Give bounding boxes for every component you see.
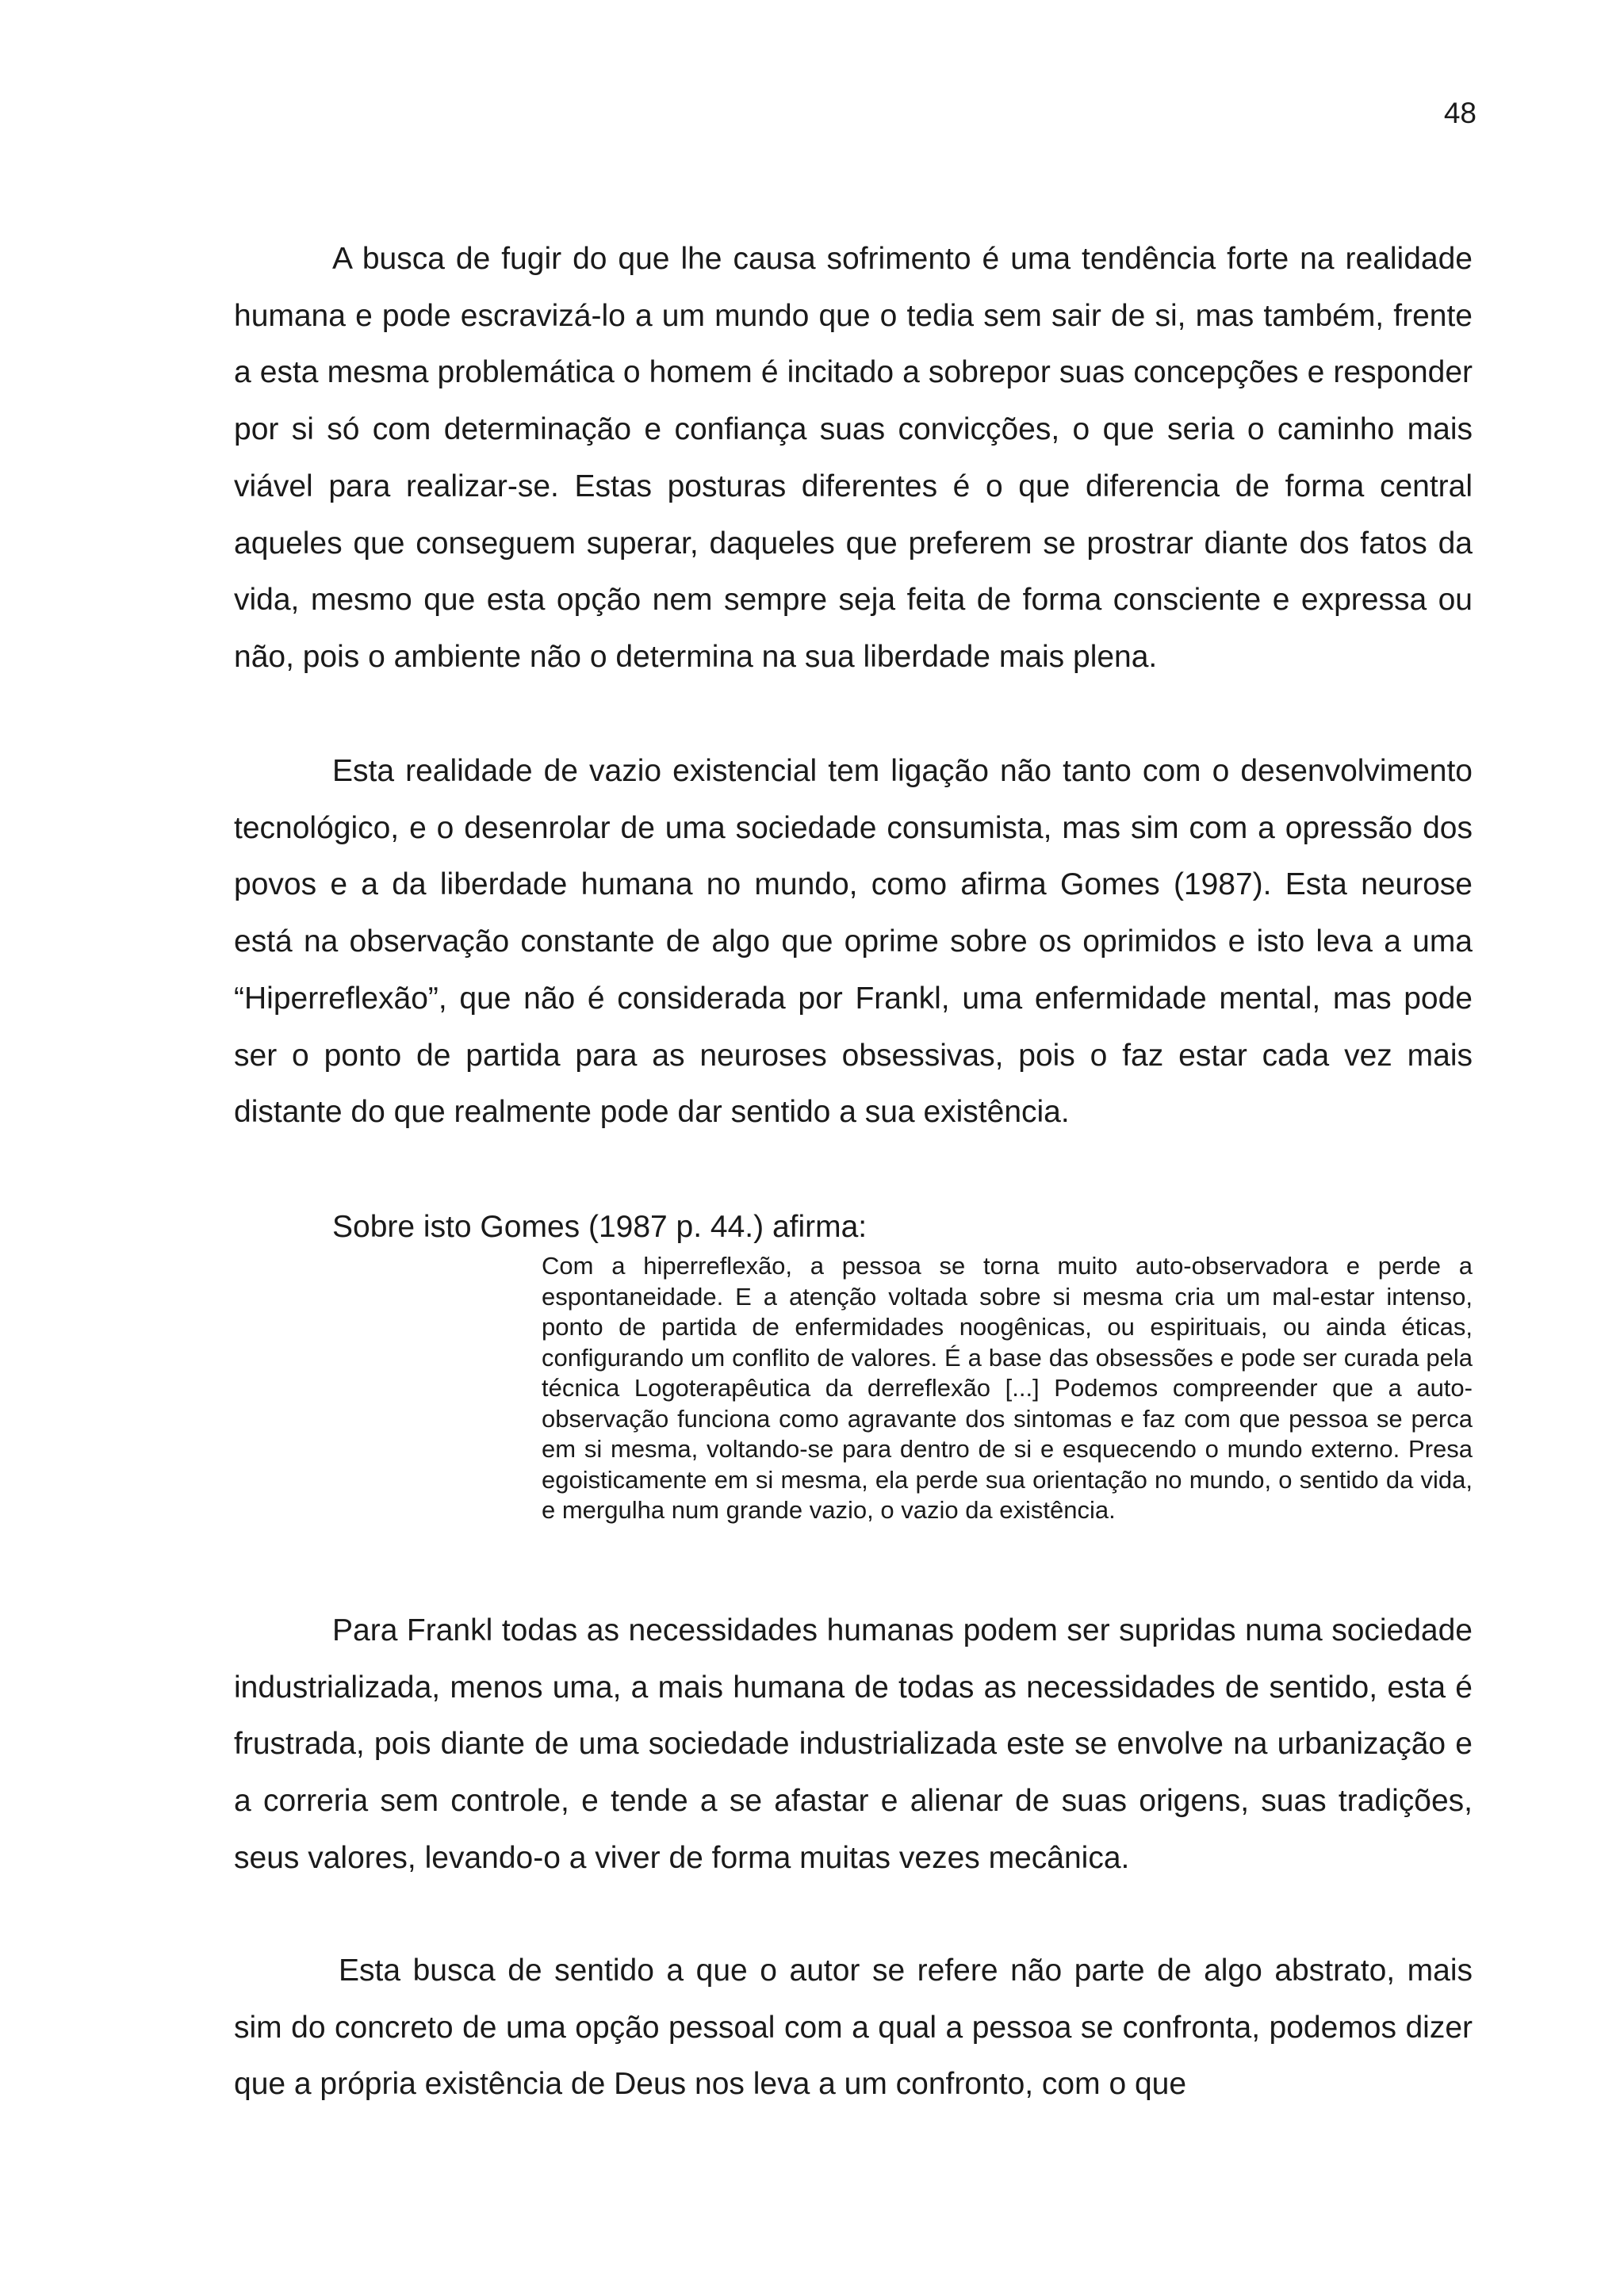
block-quote: Com a hiperreflexão, a pessoa se torna muito auto-observadora e perde a espontaneidade. E a atenção voltada sobre si mesma cria um mal-estar intenso, ponto de partida de enfermidades noogênicas, ou espirituais, ou ainda éticas, configurando um conflito de valores. É a base das obsessões e pode ser curada pela técnica Logoterapêutica da derreflexão [...] Podemos compreender que a auto-observação funciona como agravante dos sintomas e faz com que pessoa se perca em si mesma, voltando-se para dentro de si e esquecendo o mundo externo. Presa egoisticamente em si mesma, ela perde sua orientação no mundo, o sentido da vida, e mergulha num grande vazio, o vazio da existência. [542,1252,1473,1524]
page-number: 48 [1443,97,1477,129]
paragraph-2: Esta realidade de vazio existencial tem ligação não tanto com o desenvolvimento tecnológico, e o desenrolar de uma sociedade consumista, mas sim com a opressão dos povos e a da liberdade humana no mundo, como afirma Gomes (1987). Esta neurose está na observação constante de algo que oprime sobre os oprimidos e isto leva a uma “Hiperreflexão”, que não é considerada por Frankl, uma enfermidade mental, mas pode ser o ponto de partida para as neuroses obsessivas, pois o faz estar cada vez mais distante do que realmente pode dar sentido a sua existência. [234,754,1473,1130]
paragraph-1: A busca de fugir do que lhe causa sofrimento é uma tendência forte na realidade humana e pode escravizá-lo a um mundo que o tedia sem sair de si, mas também, frente a esta mesma problemática o homem é incitado a sobrepor suas concepções e responder por si só com determinação e confiança suas convicções, o que seria o caminho mais viável para realizar-se. Estas posturas diferentes é o que diferencia de forma central aqueles que conseguem superar, daqueles que preferem se prostrar diante dos fatos da vida, mesmo que esta opção nem sempre seja feita de forma consciente e expressa ou não, pois o ambiente não o determina na sua liberdade mais plena. [234,242,1473,674]
paragraph-5: Esta busca de sentido a que o autor se refere não parte de algo abstrato, mais sim do concreto de uma opção pessoal com a qual a pessoa se confronta, podemos dizer que a própria existência de Deus nos leva a um confronto, com o que [234,1954,1473,2102]
quote-introduction: Sobre isto Gomes (1987 p. 44.) afirma: [332,1210,868,1244]
paragraph-4: Para Frankl todas as necessidades humanas podem ser supridas numa sociedade industrializada, menos uma, a mais humana de todas as necessidades de sentido, esta é frustrada, pois diante de uma sociedade industrializada este se envolve na urbanização e a correria sem controle, e tende a se afastar e alienar de suas origens, suas tradições, seus valores, levando-o a viver de forma muitas vezes mecânica. [234,1613,1473,1875]
